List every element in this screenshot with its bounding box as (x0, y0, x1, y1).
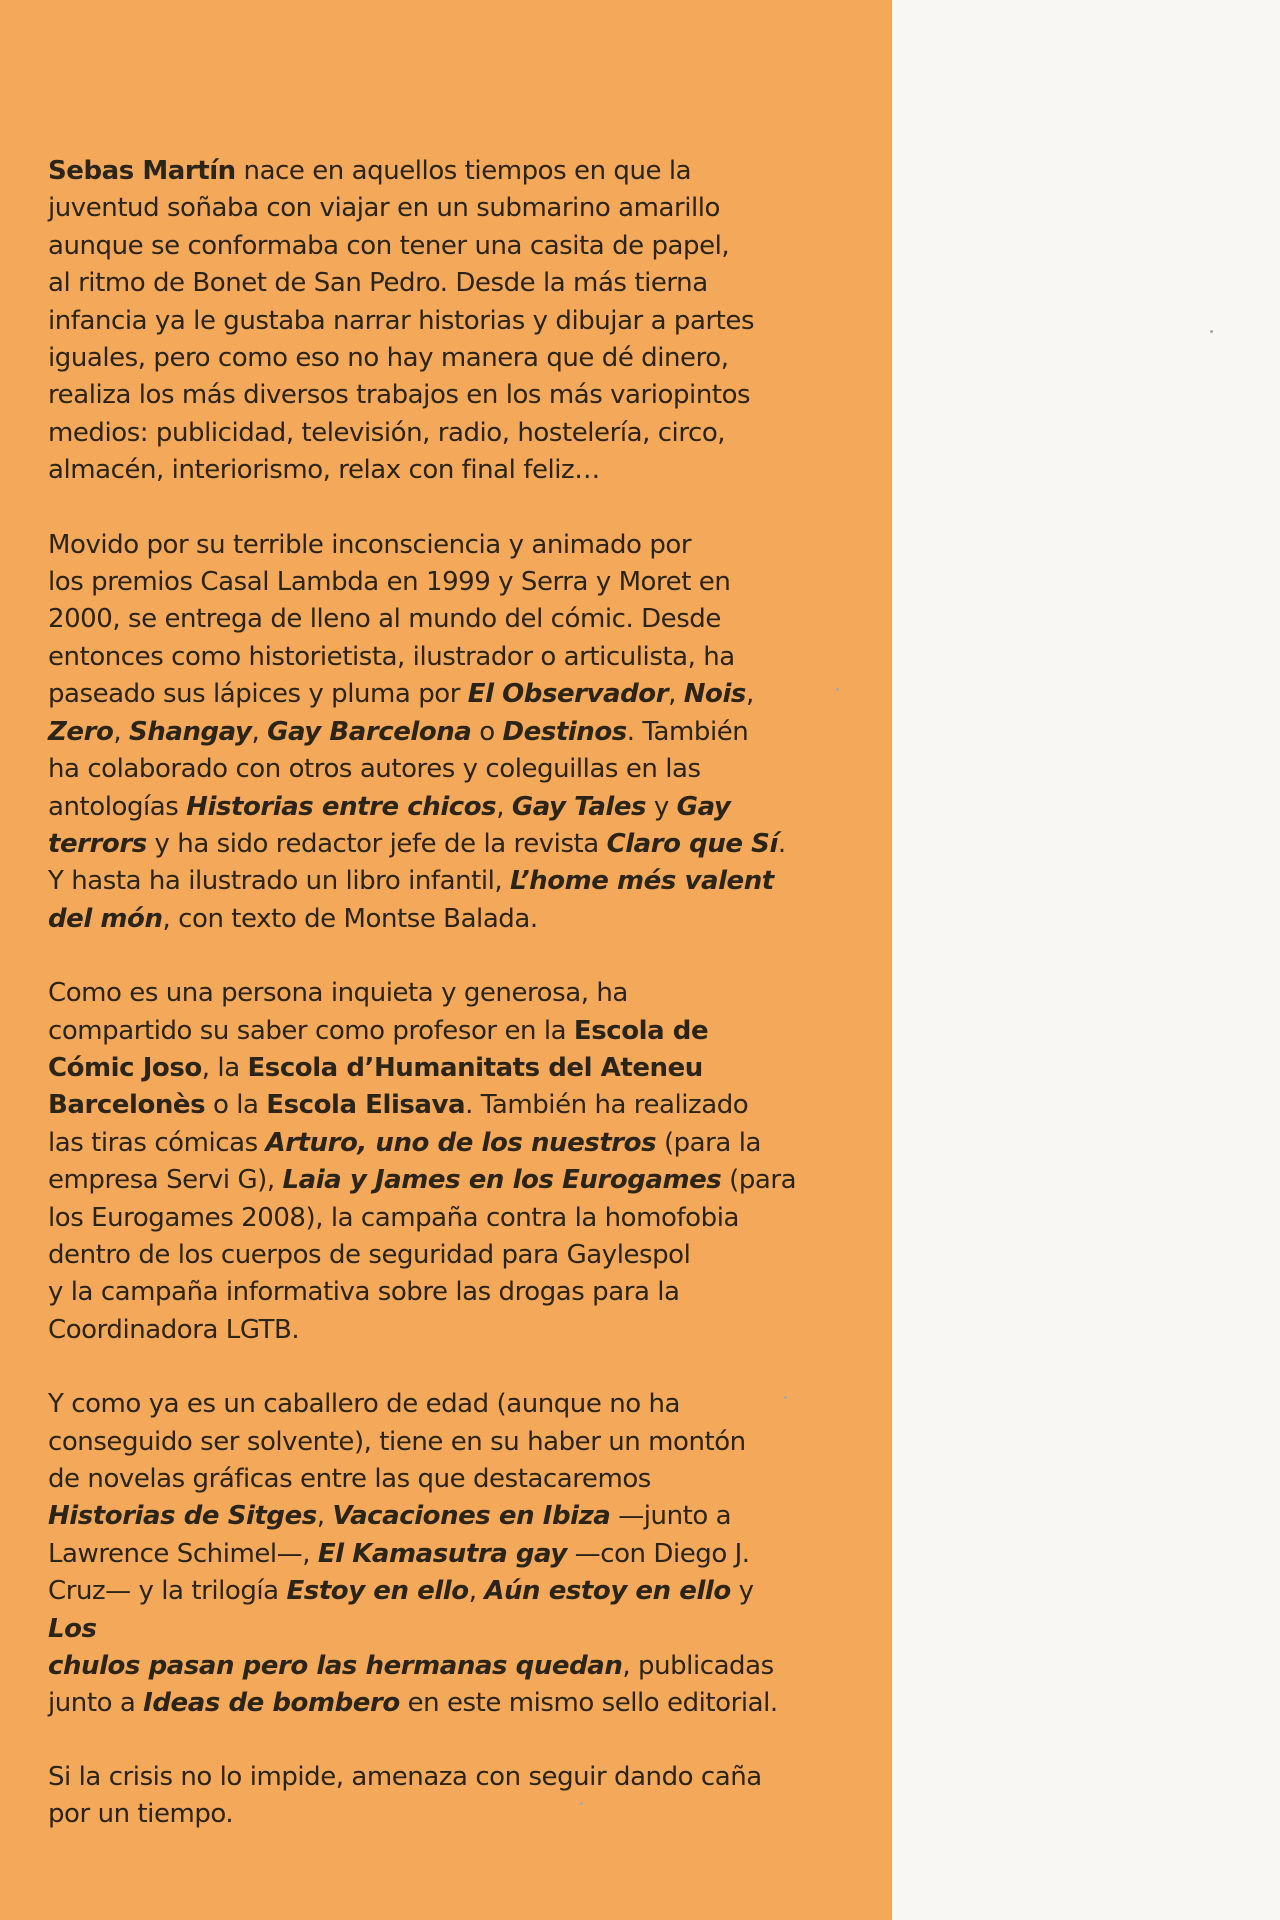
graphic-novel-title: Historias de Sitges (48, 1501, 317, 1532)
publication-title: Zero (48, 716, 114, 747)
school-name: Cómic Joso (48, 1052, 202, 1083)
school-name: Barcelonès (48, 1090, 206, 1121)
paragraph-gap (48, 1723, 808, 1759)
graphic-novel-title: Ideas de bombero (143, 1688, 400, 1719)
bio-paragraph-3: Como es una persona inquieta y generosa, ha compartido su saber como profesor en la Escola de Cómic Joso, la Escola d’Humanitats del Ateneu Barcelonès o la Escola Elisava. También ha realizado las tiras cómicas Arturo, uno de los nuestros (para la empresa Servi G), Laia y James en los Eurogames (para los Eurogames 2008), la campaña contra la homofobia dentro de los cuerpos de seguridad para Gaylespol y la campaña informativa sobre las drogas para la Coordinadora LGTB. (48, 978, 797, 1345)
anthology-title: Gay (676, 791, 731, 822)
graphic-novel-title: Aún estoy en ello (484, 1576, 731, 1607)
blank-page (892, 0, 1280, 1920)
anthology-title: terrors (48, 828, 147, 859)
paragraph-gap (48, 1349, 808, 1386)
paragraph-gap (48, 938, 808, 975)
book-title: del món (48, 903, 163, 934)
paragraph-gap (48, 490, 808, 527)
author-name: Sebas Martín (48, 156, 236, 186)
school-name: Escola Elisava (266, 1090, 466, 1121)
graphic-novel-title: El Kamasutra gay (317, 1538, 567, 1569)
school-name: Escola d’Humanitats del Ateneu (247, 1052, 703, 1083)
author-biography (48, 153, 808, 1834)
graphic-novel-title: Estoy en ello (286, 1576, 469, 1607)
graphic-novel-title: Los (48, 1613, 97, 1644)
publication-title: Shangay (129, 716, 252, 747)
magazine-title: Claro que Sí (606, 828, 778, 859)
book-title: L’home més valent (510, 866, 774, 897)
publication-title: Destinos (502, 716, 627, 747)
publication-title: Nois (683, 679, 746, 710)
comic-strip-title: Laia y James en los Eurogames (282, 1165, 722, 1196)
bio-paragraph-5: Si la crisis no lo impide, amenaza con seguir dando caña por un tiempo. (48, 1761, 762, 1830)
paper-speck (1210, 330, 1213, 333)
anthology-title: Historias entre chicos (186, 791, 497, 822)
graphic-novel-title: Vacaciones en Ibiza (332, 1501, 611, 1532)
paper-speck (836, 688, 839, 691)
bio-paragraph-2: Movido por su terrible inconsciencia y animado por los premios Casal Lambda en 1999 y Serra y Moret en 2000, se entrega de lleno al mundo del cómic. Desde entonces como historietista, ilustrador o articulista, ha paseado sus lápices y pluma por El Observador, Nois, Zero, Shangay, Gay Barcelona o Destinos. También ha colaborado con otros autores y coleguillas en las antologías Historias entre chicos, Gay Tales y Gay terrors y ha sido redactor jefe de la revista Claro que Sí. Y hasta ha ilustrado un libro infantil, L’home més valent del món, con texto de Montse Balada. (48, 529, 786, 934)
school-name: Escola de (573, 1015, 709, 1046)
publication-title: Gay Barcelona (267, 716, 472, 747)
comic-strip-title: Arturo, uno de los nuestros (265, 1127, 657, 1158)
graphic-novel-title: chulos pasan pero las hermanas quedan (48, 1651, 623, 1682)
anthology-title: Gay Tales (511, 791, 647, 822)
bio-paragraph-1: Sebas Martín nace en aquellos tiempos en que la juventud soñaba con viajar en un submarino amarillo aunque se conformaba con tener una casita de papel, al ritmo de Bonet de San Pedro. Desde la más tierna infancia ya le gustaba narrar historias y dibujar a partes iguales, pero como eso no hay manera que dé dinero, realiza los más diversos trabajos en los más variopintos medios: publicidad, televisión, radio, hostelería, circo, almacén, interiorismo, relax con final feliz… (48, 156, 755, 486)
publication-title: El Observador (467, 679, 669, 710)
bio-paragraph-4: Y como ya es un caballero de edad (aunque no ha conseguido ser solvente), tiene en su haber un montón de novelas gráficas entre las que destacaremos Historias de Sitges, Vacaciones en Ibiza —junto a Lawrence Schimel—, El Kamasutra gay —con Diego J. Cruz— y la trilogía Estoy en ello, Aún estoy en ello y Los chulos pasan pero las hermanas quedan, publicadas junto a Ideas de bombero en este mismo sello editorial. (48, 1389, 778, 1719)
